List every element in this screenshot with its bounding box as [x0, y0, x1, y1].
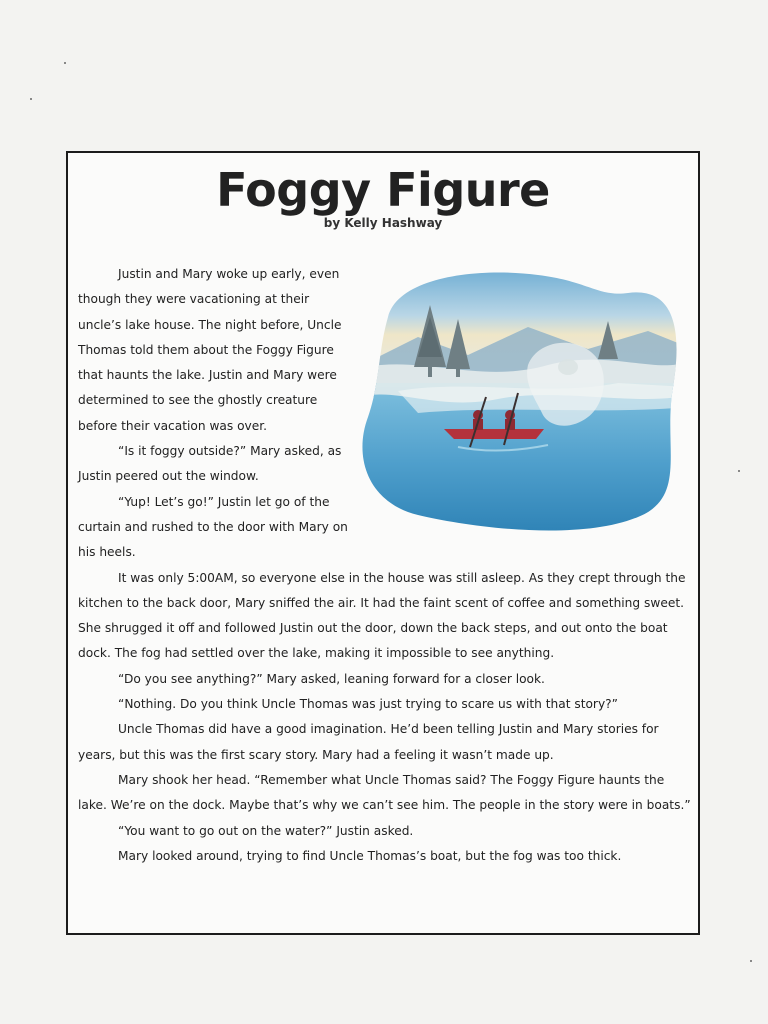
story-paragraph: “You want to go out on the water?” Justin asked. [118, 823, 414, 838]
story-paragraph: Mary shook her head. “Remember what Uncle Thomas said? The Foggy Figure haunts the lake. We’re on the dock. Maybe that’s why we can’t see him. The people in the story were in boats.” [78, 772, 691, 813]
worksheet-frame [66, 151, 700, 935]
story-title: Foggy Figure [216, 163, 550, 217]
story-paragraph: “Do you see anything?” Mary asked, leaning forward for a closer look. [118, 671, 545, 686]
story-paragraph: Mary looked around, trying to find Uncle Thomas’s boat, but the fog was too thick. [118, 848, 622, 863]
story-paragraph: Uncle Thomas did have a good imagination. He’d been telling Justin and Mary stories for years, but this was the first scary story. Mary had a feeling it wasn’t made up. [78, 722, 659, 762]
story-paragraph: Justin and Mary woke up early, even though they were vacationing at their uncle’s lake house. The night before, Uncle Thomas told them about the Foggy Figure that haunts the lake. Justin and Mary were determined to see the ghostly creature before their vacation was over. [78, 267, 342, 433]
story-paragraph: “Nothing. Do you think Uncle Thomas was just trying to scare us with that story?” [118, 697, 618, 712]
story-paragraph: It was only 5:00AM, so everyone else in the house was still asleep. As they crept through the kitchen to the back door, Mary sniffed the air. It had the faint scent of coffee and something sweet. She shrugged it off and followed Justin out the door, down the back steps, and out onto the boat dock. The fog had settled over the lake, making it impossible to see anything. [78, 570, 686, 661]
story-body [78, 262, 696, 869]
story-paragraph: “Yup! Let’s go!” Justin let go of the curtain and rushed to the door with Mary on his heels. [78, 494, 348, 560]
story-paragraph: “Is it foggy outside?” Mary asked, as Justin peered out the window. [78, 444, 342, 484]
story-byline: by Kelly Hashway [323, 216, 443, 230]
